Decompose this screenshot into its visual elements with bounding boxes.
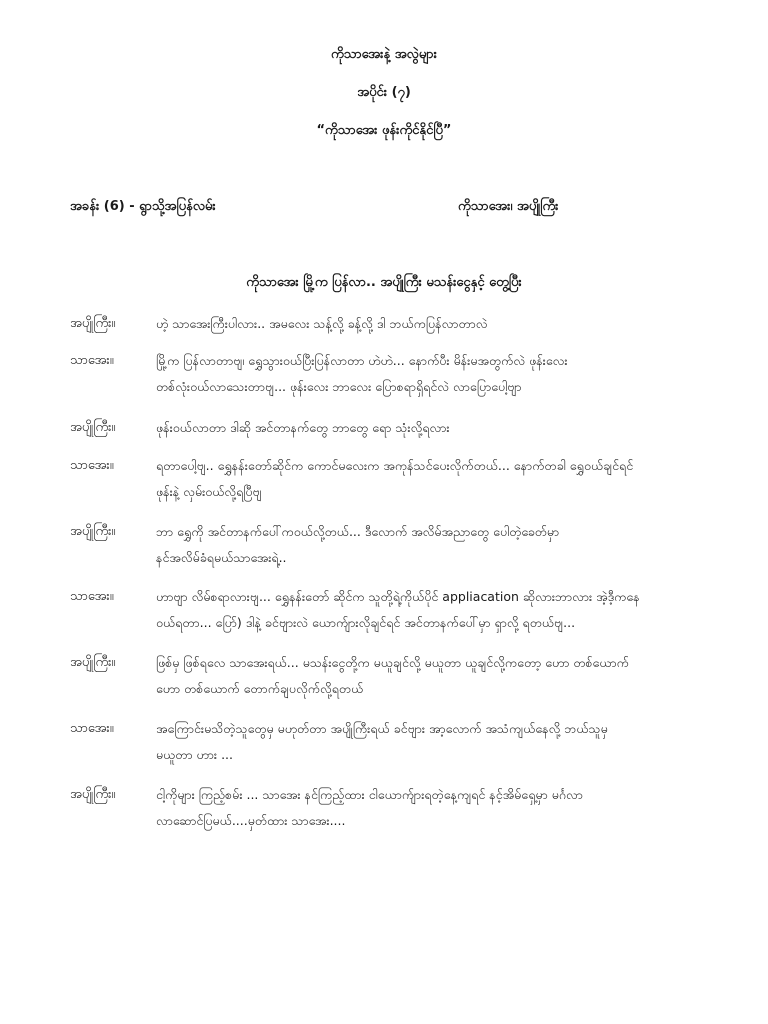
dialogue-row (70, 311, 710, 337)
dialogue-text (156, 453, 710, 505)
speaker-name: သာအေး။ (70, 353, 114, 368)
dialogue-row (70, 453, 710, 505)
episode-title: “ကိုသာအေး ဖုန်းကိုင်နိုင်ပြီ” (316, 123, 452, 138)
dialogue-row (70, 415, 710, 441)
dialogue-text (156, 415, 710, 441)
dialogue-row (70, 348, 710, 400)
dialogue-line: လာဆောင်ပြမယ်....မှတ်ထား သာအေး.... (156, 813, 346, 828)
speaker-name: အပျိုကြီး။ (70, 655, 116, 670)
dialogue-line: ဖြစ်မှ ဖြစ်ရလေ သာအေးရယ်... မသန်းငွေတို့က မယူချင်လို့ မယူတာ ယူချင်လို့ကတော့ ဟော တစ်ယောက် (156, 655, 629, 670)
dialogue-text (156, 348, 710, 400)
dialogue-text (156, 650, 710, 702)
dialogue-text (156, 782, 710, 834)
speaker-name: အပျိုကြီး။ (70, 420, 116, 435)
speaker-name: အပျိုကြီး။ (70, 524, 116, 539)
speaker-name: သာအေး။ (70, 589, 114, 604)
dialogue-row (70, 584, 710, 636)
dialogue-text (156, 584, 710, 636)
dialogue-row (70, 716, 710, 768)
dialogue-line: အကြောင်းမသိတဲ့သူတွေမှ မဟုတ်တာ အပျိုကြီးရယ် ခင်ဗျား အာ့လောက် အသံကျယ်နေလို့ ဘယ်သူမှ (156, 721, 608, 736)
scene-characters: ကိုသာအေး၊ အပျိုကြီး (458, 199, 559, 214)
speaker-name: အပျိုကြီး။ (70, 316, 116, 331)
dialogue-line: ဝယ်ရတာ... ပြော်) ဒါနဲ့ ခင်ဗျားလဲ ယောက်ျားလိုချင်ရင် အင်တာနက်ပေါ်မှာ ရှာလို့ ရတယ်ဗျ... (156, 615, 576, 630)
dialogue-line: ဖုန်းဝယ်လာတာ ဒါဆို အင်တာနက်တွေ ဘာတွေ ရော သုံးလို့ရလား (156, 420, 450, 435)
dialogue-line: ရတာပေါ့ဗျ.. ရွှေနန်းတော်ဆိုင်က ကောင်မလေးက အကုန်သင်ပေးလိုက်တယ်... နောက်တခါ ရွှေဝယ်ချင်ရင် (156, 458, 634, 473)
dialogue-line: ဟာဗျာ လိမ်စရာလားဗျ... ရွှေနန်းတော် ဆိုင်က သူတို့ရဲ့ကိုယ်ပိုင် appliacation ဆိုလားဘာလား အဲ့ဒီ့ကနေ (156, 589, 640, 604)
dialogue-line: ဟော တစ်ယောက် တောက်ချပလိုက်လို့ရတယ် (156, 681, 364, 696)
dialogue-row (70, 782, 710, 834)
dialogue-line: ငါ့ကိုများ ကြည့်စမ်း ... သာအေး နင်ကြည့်ထား ငါယောက်ျားရတဲ့နေ့ကျရင် နင့်အိမ်ရှေ့မှာ မင်္ဂလာ (156, 787, 583, 802)
scene-title: ကိုသာအေး မြို့က ပြန်လာ.. အပျိုကြီး မသန်းငွေနှင့် တွေ့ပြီး (246, 275, 522, 290)
speaker-name: အပျိုကြီး။ (70, 787, 116, 802)
dialogue-line: တစ်လုံးဝယ်လာသေးတာဗျ... ဖုန်းလေး ဘာလေး ပြောစရာရှိရင်လဲ လာပြောပေါ့ဗျာ (156, 379, 522, 394)
dialogue-line: ဖုန်းနဲ့ လှမ်းဝယ်လို့ရပြီဗျ (156, 484, 262, 499)
series-title: ကိုသာအေးနဲ့ အလွဲများ (331, 47, 437, 62)
speaker-name: သာအေး။ (70, 458, 114, 473)
speaker-name: သာအေး။ (70, 721, 114, 736)
dialogue-text (156, 519, 710, 571)
dialogue-line: မြို့က ပြန်လာတာဗျ၊ ရွှေသွားဝယ်ပြီးပြန်လာတာ ဟဲဟဲ... နောက်ပီး မိန်းမအတွက်လဲ ဖုန်းလေး (156, 353, 568, 368)
dialogue-text (156, 311, 710, 337)
dialogue-row (70, 650, 710, 702)
dialogue-line: နင်အလိမ်ခံရမယ်သာအေးရဲ့.. (156, 550, 287, 565)
dialogue-line: မယူတာ ဟား ... (156, 747, 233, 762)
dialogue-row (70, 519, 710, 571)
dialogue-line: ဘာ ရွှေကို အင်တာနက်ပေါ်ကဝယ်လို့တယ်... ဒီလောက် အလိမ်အညာတွေ ပေါတဲ့ခေတ်မှာ (156, 524, 560, 539)
dialogue-text (156, 716, 710, 768)
dialogue-line: ဟဲ့ သာအေးကြီးပါလား.. အမလေး သန့်လို့ ခန့်လို့ ဒါ ဘယ်ကပြန်လာတာလဲ (156, 316, 488, 331)
scene-label: အခန်း (6) - ရွာသို့အပြန်လမ်း (70, 199, 216, 214)
episode-number: အပိုင်း (၇) (357, 85, 411, 100)
